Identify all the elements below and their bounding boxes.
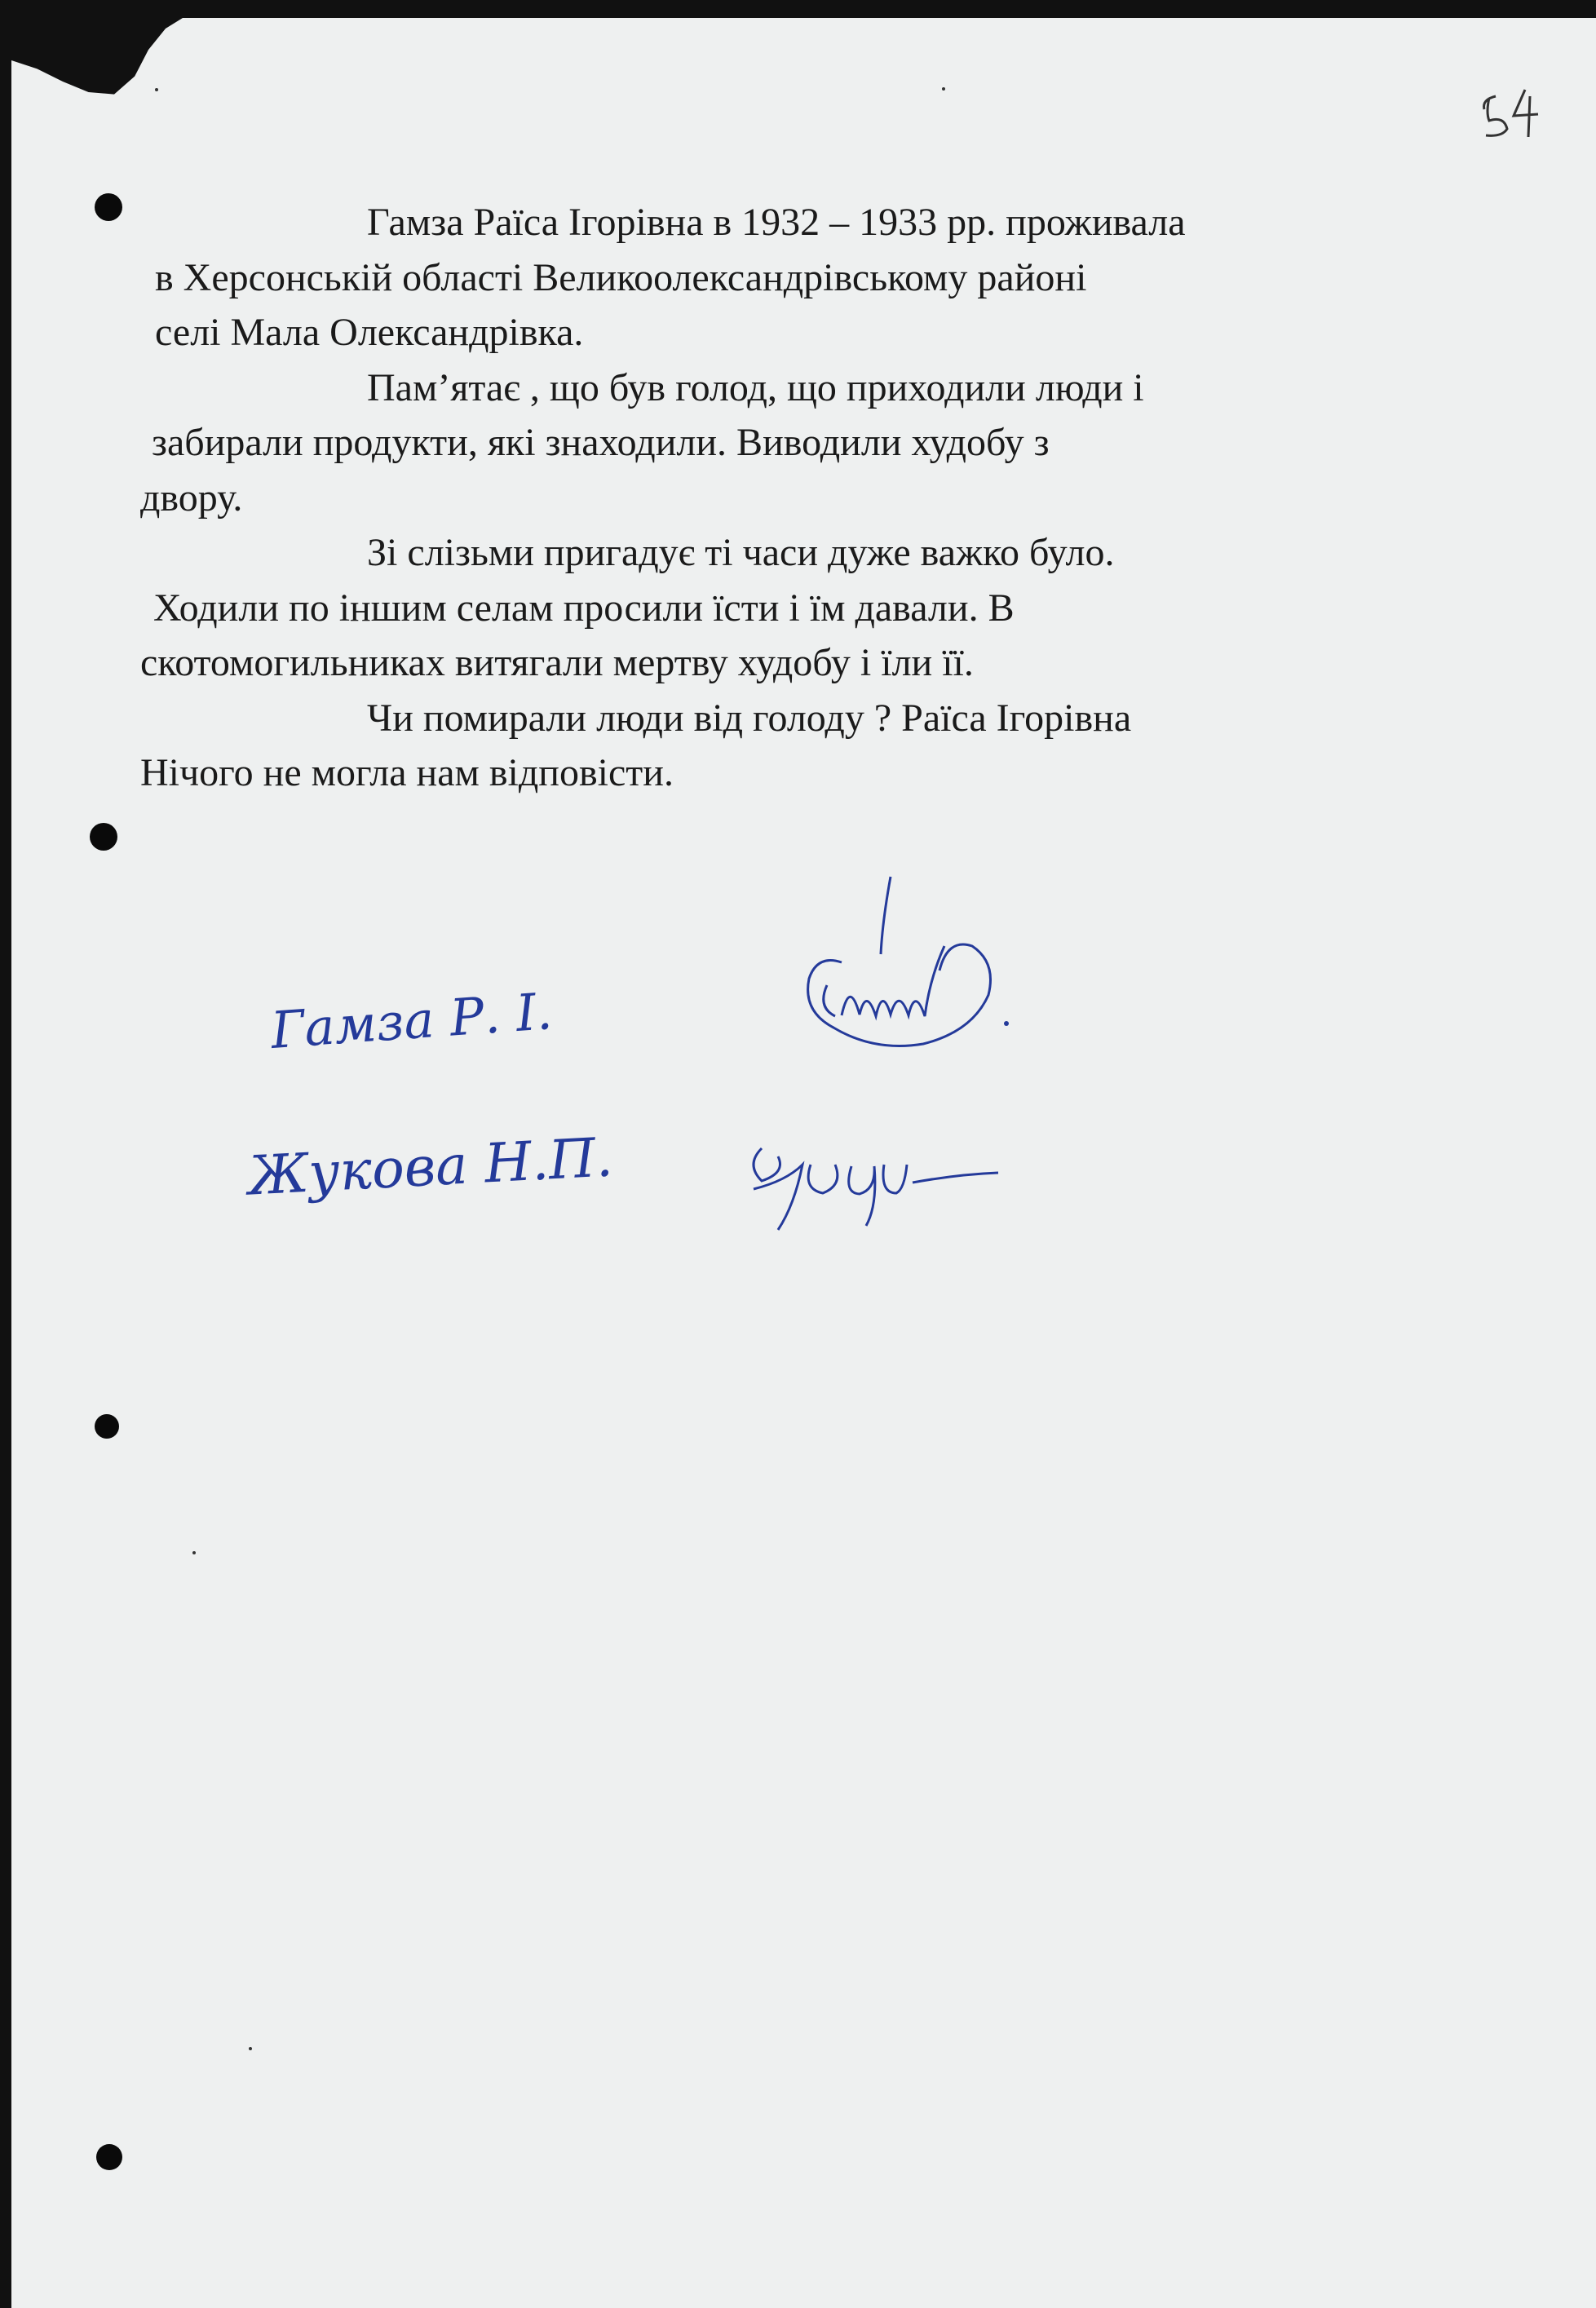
text-line: Зі слізьми пригадує ті часи дуже важко було. [367,531,1115,574]
text-line: забирали продукти, які знаходили. Виводили худобу з [152,421,1050,464]
speck [249,2047,252,2050]
handwritten-name-2: Жукова Н.П. [246,1125,615,1208]
text-line: Гамза Раїса Ігорівна в 1932 – 1933 рр. проживала [367,201,1186,244]
text-line: в Херсонській області Великоолександрівському районі [155,255,1087,299]
signature-1 [785,864,1021,1085]
speck [155,88,158,91]
text-line: двору. [140,475,243,520]
testimony-text [140,195,1478,801]
punch-hole-4 [96,2144,122,2170]
punch-hole-3 [95,1414,119,1439]
speck [942,87,945,91]
text-line: селі Мала Олександрівка. [155,311,584,354]
text-line: Ходили по іншим селам просили їсти і їм давали. В [153,586,1015,630]
punch-hole-2 [90,823,117,851]
text-line: Пам’ятає , що був голод, що приходили люди і [367,365,1144,409]
text-line: Нічого не могла нам відповісти. [140,751,674,794]
text-line: скотомогильниках витягали мертву худобу і їли її. [140,641,974,684]
signature-2 [729,1116,1015,1246]
punch-hole-1 [95,193,122,221]
speck [192,1551,196,1554]
text-line: Чи помирали люди від голоду ? Раїса Ігорівна [367,696,1132,740]
document-page [11,18,1596,2308]
handwritten-name-1: Гамза Р. І. [268,981,555,1060]
torn-corner [11,18,183,124]
page-number-handwritten [1478,85,1551,142]
